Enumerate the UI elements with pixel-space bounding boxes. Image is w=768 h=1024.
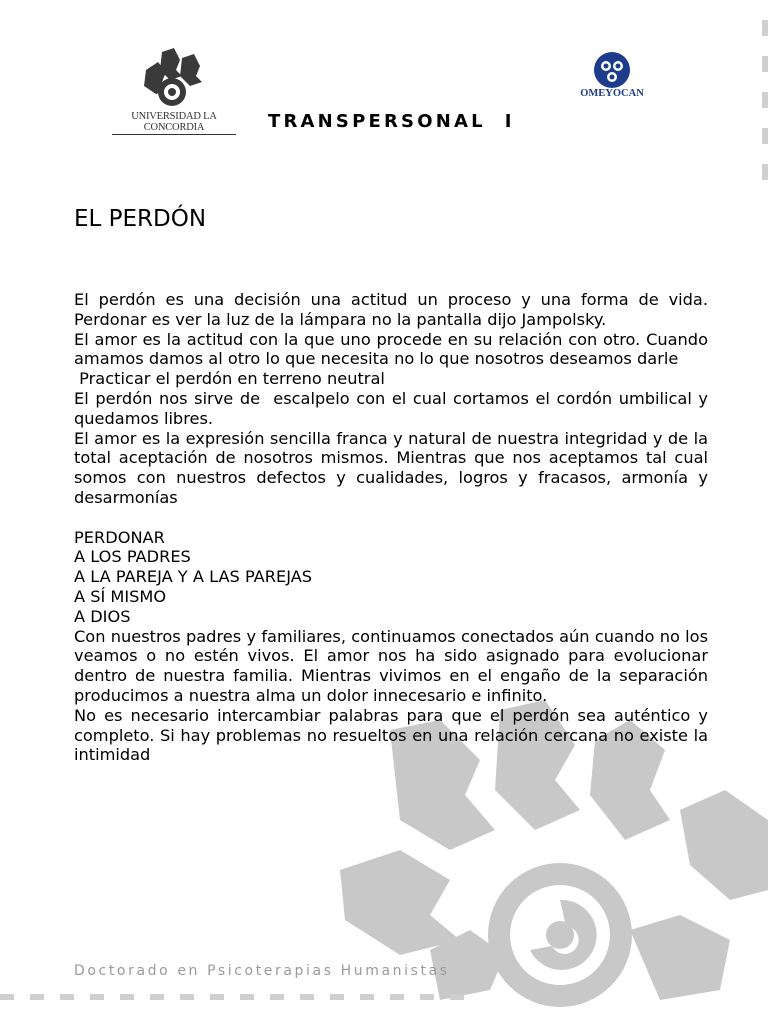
paragraph: Con nuestros padres y familiares, continuamos conectados aún cuando no los veamos o no estén vivos. El amor nos ha sido asignado para evolucionar dentro de nuestra familia. Mientras vivimos en el engaño de la separación producimos a nuestra alma un dolor innecesario e infinito. — [74, 626, 708, 705]
document-body — [74, 290, 714, 765]
omeyocan-logo — [570, 46, 654, 106]
list-item: A LA PAREJA Y A LAS PAREJAS — [74, 567, 313, 587]
list-item: A LOS PADRES — [74, 547, 191, 567]
paragraph: El perdón es una decisión una actitud un proceso y una forma de vida. Perdonar es ver la luz de la lámpara no la pantalla dijo Jampolsky. — [74, 290, 708, 329]
document-title: EL PERDÓN — [74, 206, 207, 232]
omeyocan-name: OMEYOCAN — [580, 88, 644, 99]
paragraph: El perdón nos sirve de escalpelo con el cual cortamos el cordón umbilical y quedamos libres. — [74, 388, 714, 428]
omeyocan-emblem-icon — [592, 50, 632, 90]
university-name: UNIVERSIDAD LA CONCORDIA — [112, 111, 236, 135]
footer-program-name: Doctorado en Psicoterapias Humanistas — [74, 963, 450, 979]
paragraph: No es necesario intercambiar palabras para que el perdón sea auténtico y completo. Si hay problemas no resueltos en una relación cercana no existe la intimidad — [74, 705, 708, 765]
bottom-dashed-border — [0, 994, 480, 1000]
universidad-la-concordia-logo — [112, 48, 236, 132]
right-edge-dashed-border — [762, 0, 768, 760]
university-emblem-icon — [138, 48, 206, 110]
paragraph: El amor es la expresión sencilla franca y natural de nuestra integridad y de la total aceptación de nosotros mismos. Mientras que nos aceptamos tal cual somos con nuestros defectos y cualidades, logros y fracasos, armonía y desarmonías — [74, 428, 708, 507]
paragraph: El amor es la actitud con la que uno procede en su relación con otro. Cuando amamos damos al otro lo que necesita no lo que nosotros deseamos darle — [74, 329, 708, 369]
paragraph: Practicar el perdón en terreno neutral — [74, 369, 385, 389]
list-item: A SÍ MISMO — [74, 586, 167, 606]
list-item: PERDONAR — [74, 527, 165, 547]
course-title: TRANSPERSONAL I — [268, 111, 515, 132]
list-item: A DIOS — [74, 606, 131, 626]
